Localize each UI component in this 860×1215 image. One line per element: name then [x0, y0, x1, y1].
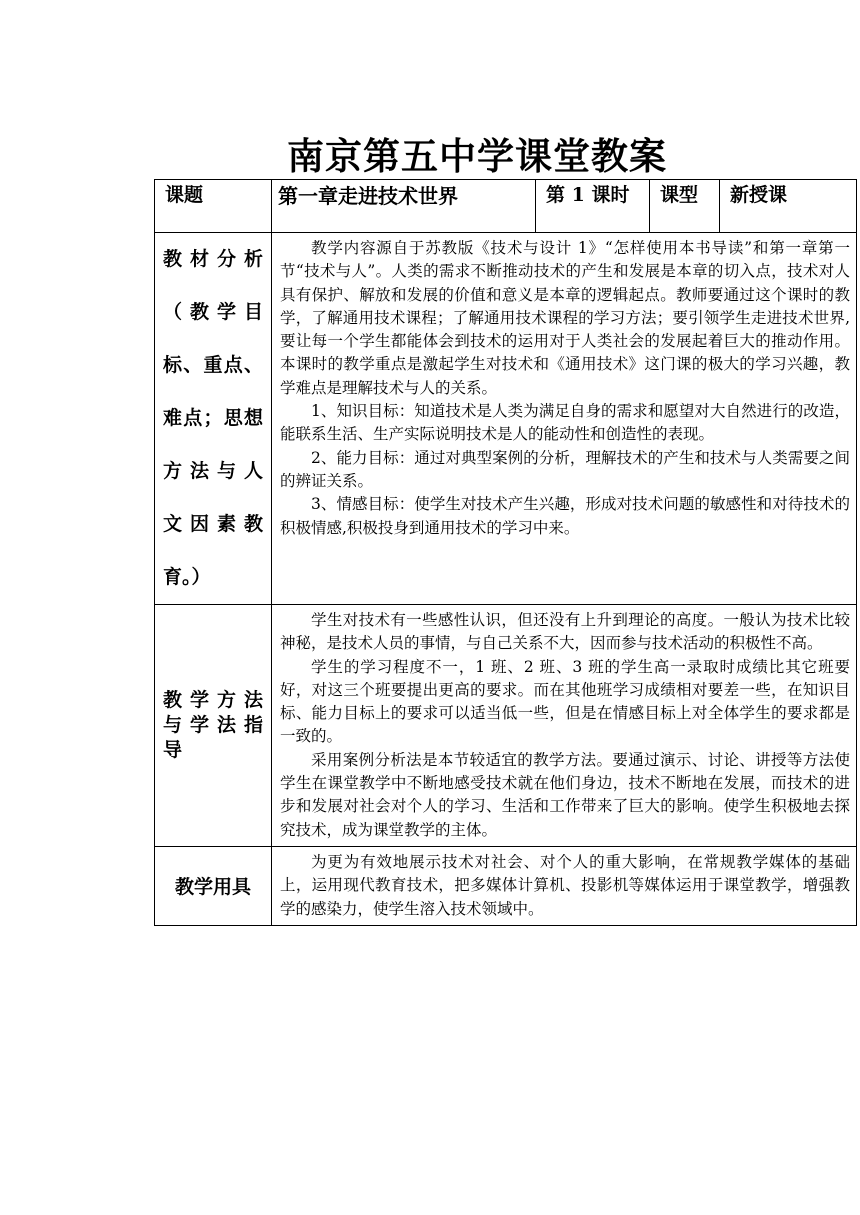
- analysis-paragraph: 2、能力目标：通过对典型案例的分析，理解技术的产生和技术与人类需要之间的辨证关系。: [280, 448, 850, 490]
- tools-content: [272, 846, 857, 925]
- topic-label: 课题: [155, 180, 272, 233]
- methods-paragraph: 学生的学习程度不一，1 班、2 班、3 班的学生高一录取时成绩比其它班要好，对这三个班要提出更高的要求。而在其他班学习成绩相对要差一些，在知识目标、能力目标上的要求可以适当低一些，但是在情感目标上对全体学生的要求都是一致的。: [280, 657, 850, 746]
- methods-content: [272, 605, 857, 847]
- tools-paragraph: 为更为有效地展示技术对社会、对个人的重大影响，在常规教学媒体的基础上，运用现代教育技术，把多媒体计算机、投影机等媒体运用于课堂教学，增强教学的感染力，使学生溶入技术领域中。: [280, 852, 850, 918]
- tools-row: [155, 846, 857, 925]
- analysis-label-line: 育。）: [163, 566, 211, 588]
- analysis-content: [272, 233, 857, 605]
- analysis-paragraph: 教学内容源自于苏教版《技术与设计 1》“怎样使用本书导读”和第一章第一节“技术与人”。人类的需求不断推动技术的产生和发展是本章的切入点，技术对人具有保护、解放和发展的价值和意义是本章的逻辑起点。教师要通过这个课时的教学，了解通用技术课程；了解通用技术课程的学习方法；要引领学生走进技术世界,要让每一个学生都能体会到技术的运用对于人类社会的发展起着巨大的推动作用。本课时的教学重点是激起学生对技术和《通用技术》这门课的极大的学习兴趣，教学难点是理解技术与人的关系。: [280, 239, 850, 397]
- analysis-label-line: 教材分析: [163, 248, 263, 270]
- analysis-label-line: 方法与人: [163, 460, 263, 482]
- analysis-paragraph: 1、知识目标：知道技术是人类为满足自身的需求和愿望对大自然进行的改造，能联系生活、生产实际说明技术是人的能动性和创造性的表现。: [280, 402, 850, 444]
- methods-label-line: 与学法指: [163, 713, 263, 736]
- analysis-row: [155, 233, 857, 605]
- analysis-label-line: 标、重点、: [163, 354, 263, 376]
- lesson-plan-table: [154, 179, 857, 926]
- methods-label-line: 导: [163, 738, 183, 761]
- header-row: [155, 180, 857, 233]
- page-title: 南京第五中学课堂教案: [287, 135, 667, 178]
- methods-paragraph: 学生对技术有一些感性认识，但还没有上升到理论的高度。一般认为技术比较神秘，是技术人员的事情，与自己关系不大，因而参与技术活动的积极性不高。: [280, 611, 850, 653]
- tools-label: 教学用具: [155, 846, 272, 925]
- analysis-paragraph: 3、情感目标：使学生对技术产生兴趣，形成对技术问题的敏感性和对待技术的积极情感,积极投身到通用技术的学习中来。: [280, 495, 850, 537]
- analysis-label: [155, 233, 272, 605]
- methods-paragraph: 采用案例分析法是本节较适宜的教学方法。要通过演示、讨论、讲授等方法使学生在课堂教学中不断地感受技术就在他们身边，技术不断地在发展，而技术的进步和发展对社会对个人的学习、生活和工作带来了巨大的影响。使学生积极地去探究技术，成为课堂教学的主体。: [280, 750, 850, 839]
- type-value: 新授课: [720, 180, 857, 233]
- type-label: 课型: [650, 180, 720, 233]
- methods-row: [155, 605, 857, 847]
- analysis-label-line: （教学目: [163, 301, 263, 323]
- topic-value: 第一章走进技术世界: [272, 180, 536, 233]
- period-cell: 第 1 课时: [536, 180, 650, 233]
- analysis-label-line: 难点；思想: [163, 407, 263, 429]
- analysis-label-line: 文因素教: [163, 513, 263, 535]
- methods-label-line: 教学方法: [163, 688, 263, 711]
- methods-label: [155, 605, 272, 847]
